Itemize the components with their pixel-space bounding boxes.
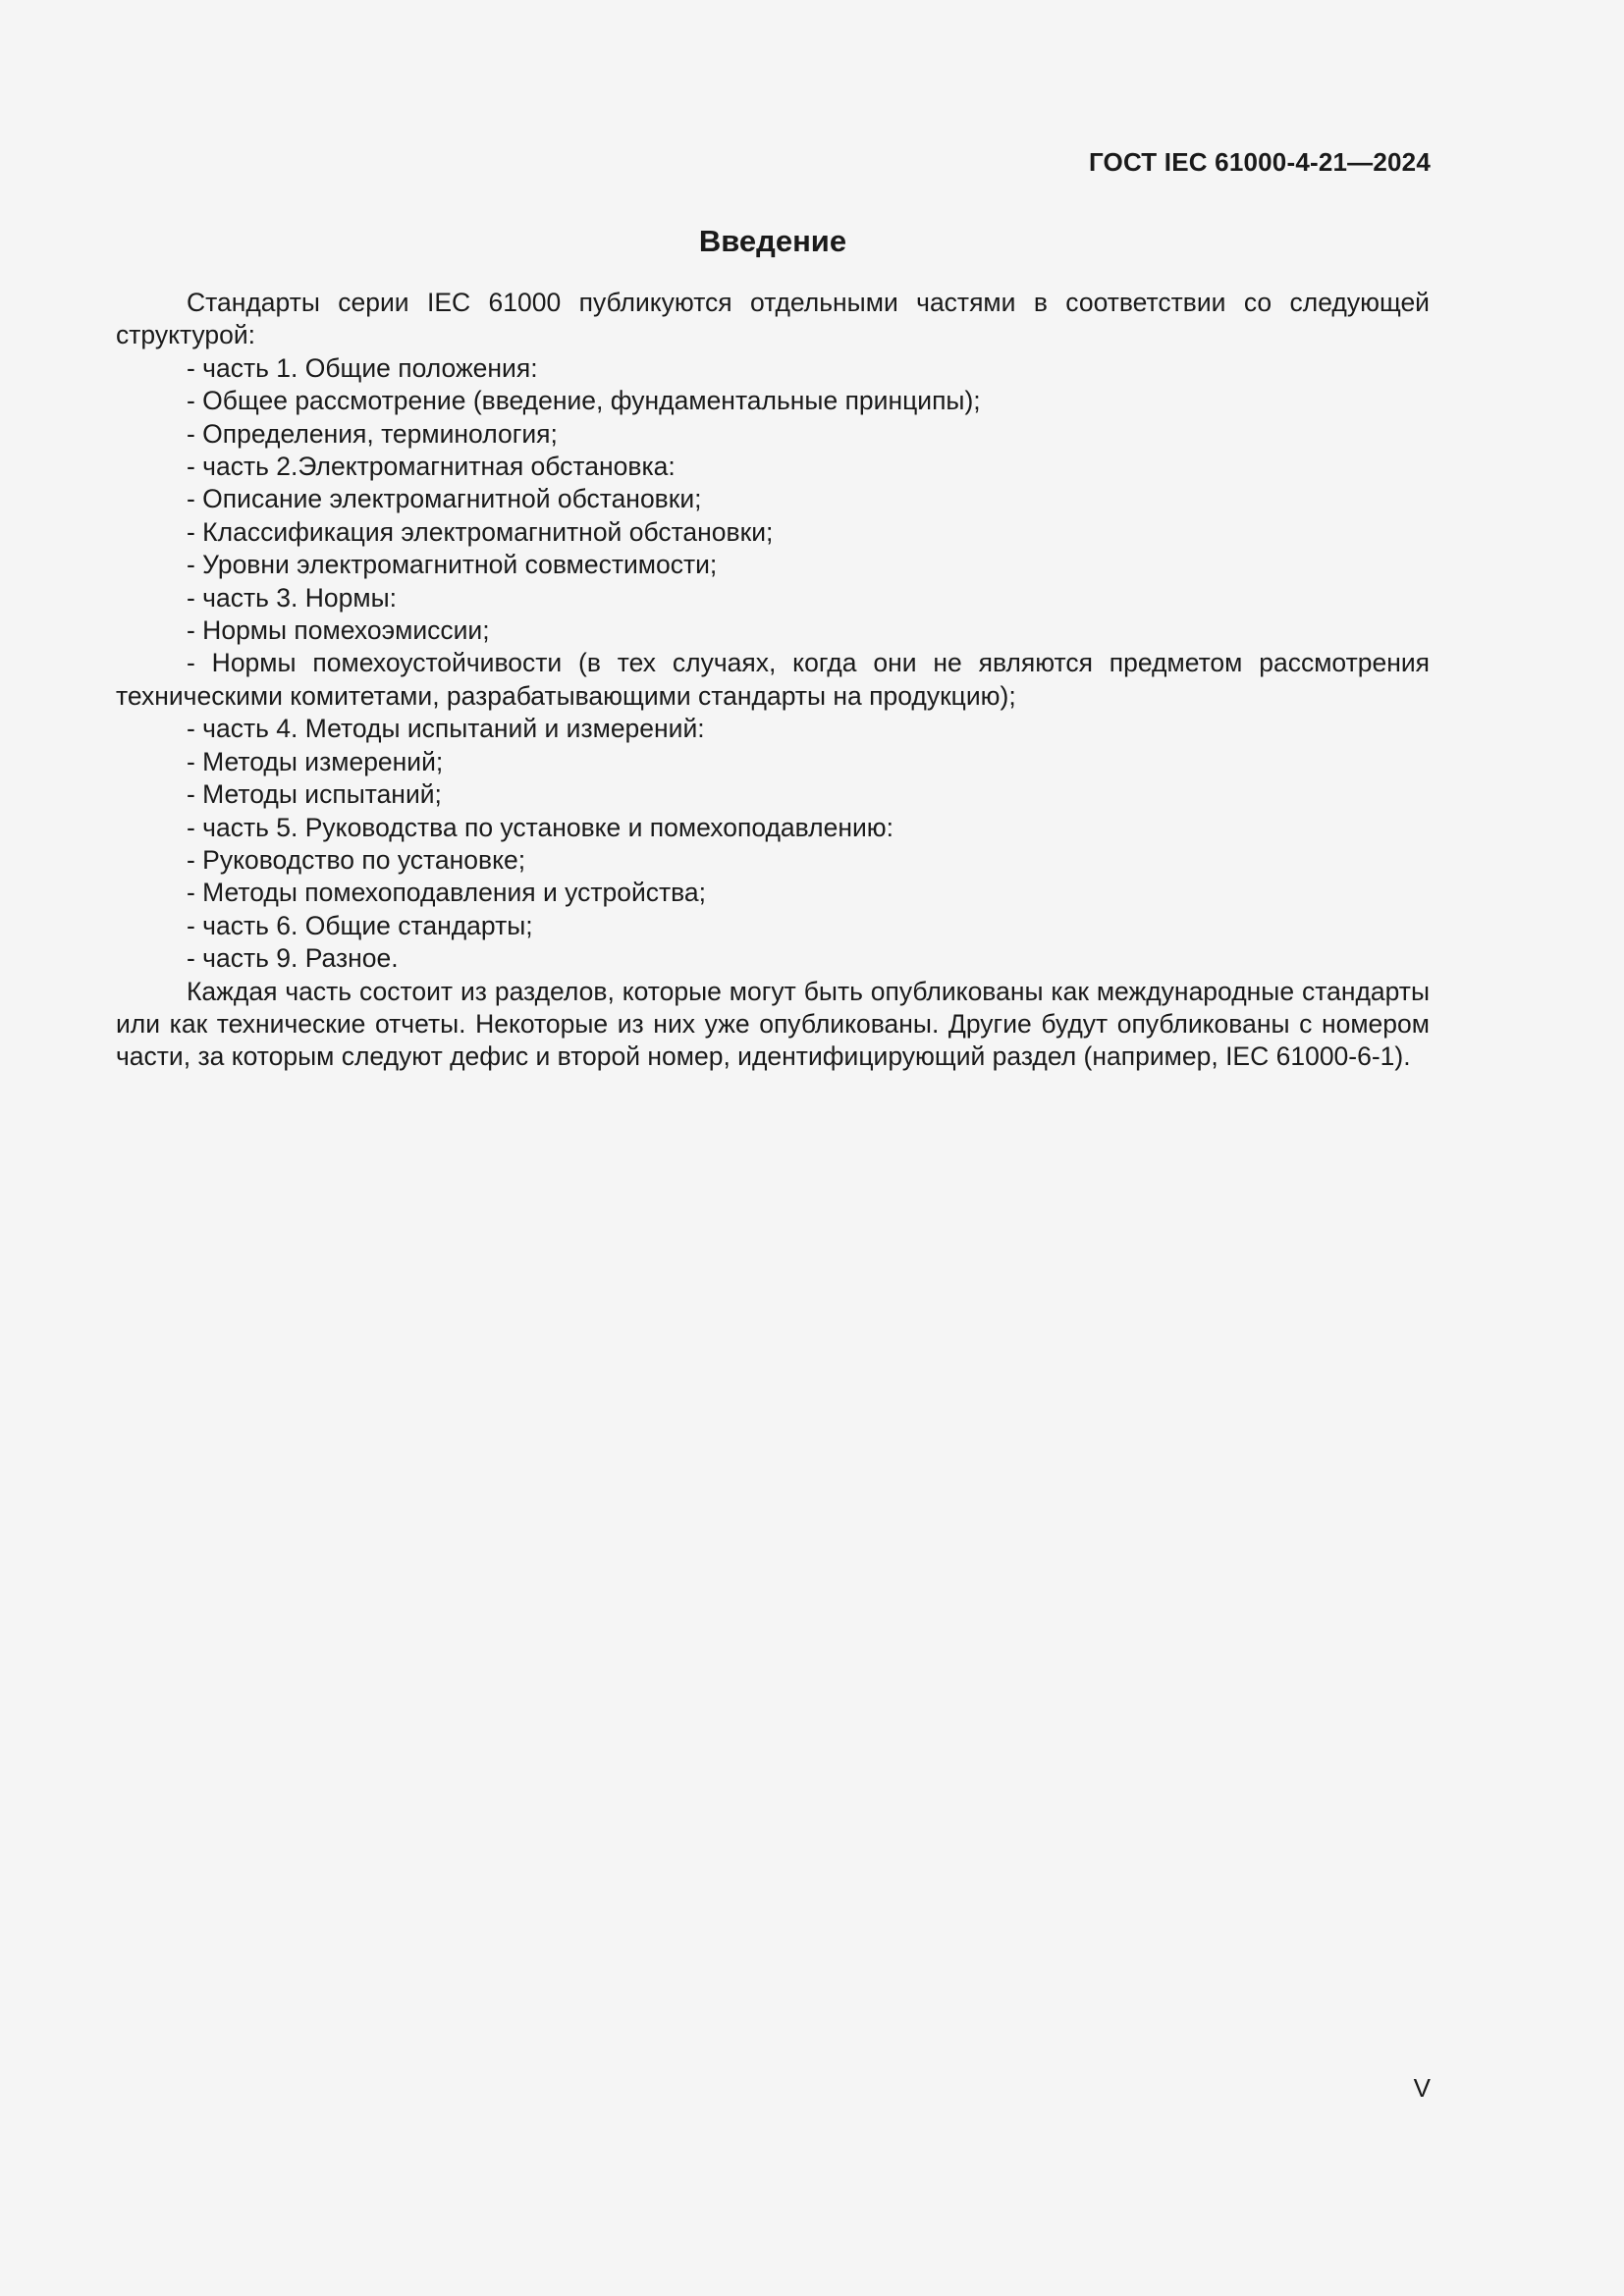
- document-code: ГОСТ IEC 61000-4-21—2024: [1088, 147, 1431, 177]
- list-item: - Методы помехоподавления и устройства;: [187, 878, 707, 908]
- list-item: - Определения, терминология;: [187, 418, 558, 449]
- list-item: - Методы испытаний;: [187, 779, 442, 810]
- list-item: - Методы измерений;: [187, 746, 444, 776]
- list-item: - Нормы помехоустойчивости (в тех случаях, когда они не являются предметом рассмотрения техническими комитетами, разрабатывающими стандарты на продукцию);: [116, 648, 1430, 711]
- document-body: [116, 287, 1430, 1074]
- list-item: - Общее рассмотрение (введение, фундаментальные принципы);: [187, 386, 981, 416]
- list-item: - часть 9. Разное.: [187, 943, 399, 974]
- list-item: - часть 6. Общие стандарты;: [187, 910, 533, 940]
- list-item: - Классификация электромагнитной обстановки;: [187, 516, 774, 547]
- list-item: - часть 4. Методы испытаний и измерений:: [187, 714, 705, 744]
- list-item: - Нормы помехоэмиссии;: [187, 615, 490, 646]
- page-number: V: [1413, 2073, 1431, 2103]
- list-item: - часть 3. Нормы:: [187, 582, 397, 613]
- list-item: - часть 1. Общие положения:: [187, 352, 538, 383]
- section-title: Введение: [698, 224, 847, 258]
- list-item: - часть 2.Электромагнитная обстановка:: [187, 452, 676, 482]
- paragraph: Каждая часть состоит из разделов, которые могут быть опубликованы как международные стандарты или как технические отчеты. Некоторые из них уже опубликованы. Другие будут опубликованы с номером части, за которым следуют дефис и второй номер, идентифицирующий раздел (например, IEC 61000-6-1).: [116, 976, 1430, 1072]
- list-item: - часть 5. Руководства по установке и помехоподавлению:: [187, 812, 894, 842]
- list-item: - Уровни электромагнитной совместимости;: [187, 550, 718, 580]
- list-item: - Описание электромагнитной обстановки;: [187, 484, 702, 514]
- list-item: - Руководство по установке;: [187, 844, 526, 875]
- paragraph: Стандарты серии IEC 61000 публикуются отдельными частями в соответствии со следующей структурой:: [116, 288, 1430, 350]
